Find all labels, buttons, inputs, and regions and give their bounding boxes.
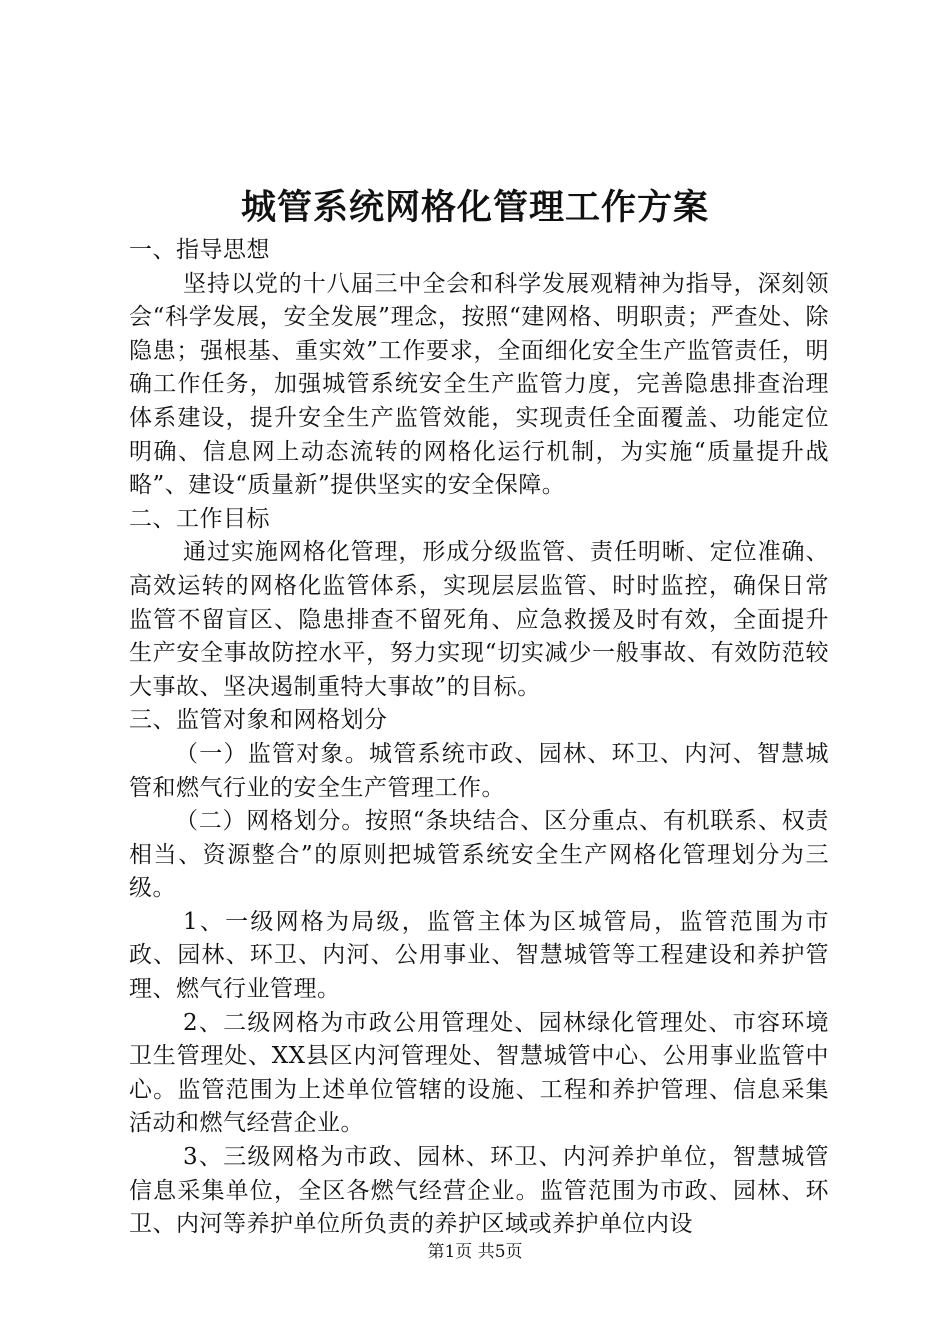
document-title: 城管系统网格化管理工作方案 — [240, 187, 709, 228]
paragraph-guiding-thought: 坚持以党的十八届三中全会和科学发展观精神为指导，深刻领会“科学发展，安全发展”理念，按照“建网格、明职责；严查处、除隐患；强根基、重实效”工作要求，全面细化安全生产监管责任，明确工作任务，加强城管系统安全生产监管力度，完善隐患排查治理体系建设，提升安全生产监管效能，实现责任全面覆盖、功能定位明确、信息网上动态流转的网格化运行机制，为实施“质量提升战略”、建设“质量新”提供坚实的安全保障。 — [129, 270, 829, 499]
paragraph-work-goals: 通过实施网格化管理，形成分级监管、责任明晰、定位准确、高效运转的网格化监管体系，实现层层监管、时时监控，确保日常监管不留盲区、隐患排查不留死角、应急救援及时有效，全面提升生产安全事故防控水平，努力实现“切实减少一般事故、有效防范较大事故、坚决遏制重特大事故”的目标。 — [129, 539, 829, 700]
paragraph-grid-division: （二）网格划分。按照“条块结合、区分重点、有机联系、权责相当、资源整合”的原则把城管系统安全生产网格化管理划分为三级。 — [129, 808, 829, 902]
document-body — [129, 234, 829, 1242]
page-number: 第1页 共5页 — [427, 1242, 523, 1262]
section-heading-work-goals: 二、工作目标 — [129, 505, 270, 532]
paragraph-supervision-objects: （一）监管对象。城管系统市政、园林、环卫、内河、智慧城管和燃气行业的安全生产管理工作。 — [129, 740, 829, 801]
paragraph-level-three-grid: 3、三级网格为市政、园林、环卫、内河养护单位，智慧城管信息采集单位，全区各燃气经营企业。监管范围为市政、园林、环卫、内河等养护单位所负责的养护区域或养护单位内设 — [129, 1144, 829, 1238]
paragraph-level-two-grid: 2、二级网格为市政公用管理处、园林绿化管理处、市容环境卫生管理处、XX县区内河管理处、智慧城管中心、公用事业监管中心。监管范围为上述单位管辖的设施、工程和养护管理、信息采集活动和燃气经营企业。 — [129, 1009, 829, 1137]
section-heading-supervision-grid: 三、监管对象和网格划分 — [129, 707, 388, 734]
paragraph-level-one-grid: 1、一级网格为局级，监管主体为区城管局，监管范围为市政、园林、环卫、内河、公用事业、智慧城管等工程建设和养护管理、燃气行业管理。 — [129, 908, 829, 1003]
section-heading-guiding-thought: 一、指导思想 — [129, 237, 270, 263]
